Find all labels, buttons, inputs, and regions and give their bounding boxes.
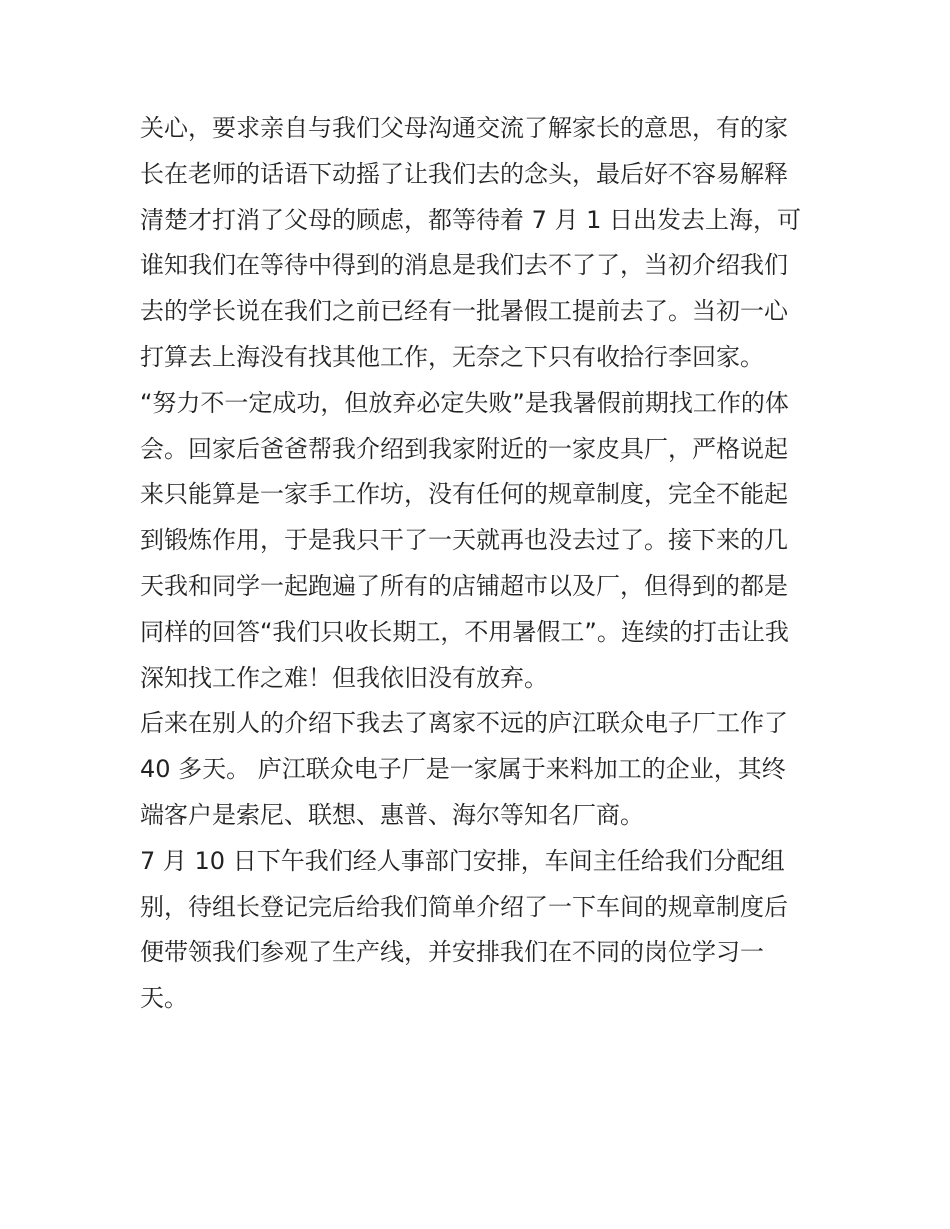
text-line: 40 多天。 庐江联众电子厂是一家属于来料加工的企业，其终 <box>140 755 786 784</box>
text-line: 关心，要求亲自与我们父母沟通交流了解家长的意思，有的家 <box>140 114 788 142</box>
text-line: 到锻炼作用，于是我只干了一天就再也没去过了。接下来的几 <box>140 526 788 555</box>
text-line: 清楚才打消了父母的顾虑，都等待着 7 月 1 日出发去上海，可 <box>140 205 802 234</box>
text-line: 天我和同学一起跑遍了所有的店铺超市以及厂，但得到的都是 <box>140 571 788 600</box>
text-line: 谁知我们在等待中得到的消息是我们去不了了，当初介绍我们 <box>140 251 788 280</box>
text-line: 会。回家后爸爸帮我介绍到我家附近的一家皮具厂，严格说起 <box>140 434 788 463</box>
text-line: 打算去上海没有找其他工作，无奈之下只有收拾行李回家。 <box>140 342 764 371</box>
text-line: “努力不一定成功，但放弃必定失败”是我暑假前期找工作的体 <box>140 388 789 417</box>
text-line: 去的学长说在我们之前已经有一批暑假工提前去了。当初一心 <box>140 297 788 326</box>
text-line: 同样的回答“我们只收长期工，不用暑假工”。连续的打击让我 <box>140 617 789 646</box>
body-text <box>140 106 820 1022</box>
text-line: 天。 <box>140 984 188 1013</box>
text-line: 7 月 10 日下午我们经人事部门安排，车间主任给我们分配组 <box>140 846 785 875</box>
text-line: 后来在别人的介绍下我去了离家不远的庐江联众电子厂工作了 <box>140 709 788 738</box>
text-line: 长在老师的话语下动摇了让我们去的念头，最后好不容易解释 <box>140 159 788 188</box>
text-line: 深知找工作之难！但我依旧没有放弃。 <box>140 663 548 692</box>
text-line: 端客户是索尼、联想、惠普、海尔等知名厂商。 <box>140 800 644 829</box>
text-line: 别，待组长登记完后给我们简单介绍了一下车间的规章制度后 <box>140 892 788 921</box>
text-line: 来只能算是一家手工作坊，没有任何的规章制度，完全不能起 <box>140 480 788 509</box>
text-line: 便带领我们参观了生产线，并安排我们在不同的岗位学习一 <box>140 938 764 967</box>
